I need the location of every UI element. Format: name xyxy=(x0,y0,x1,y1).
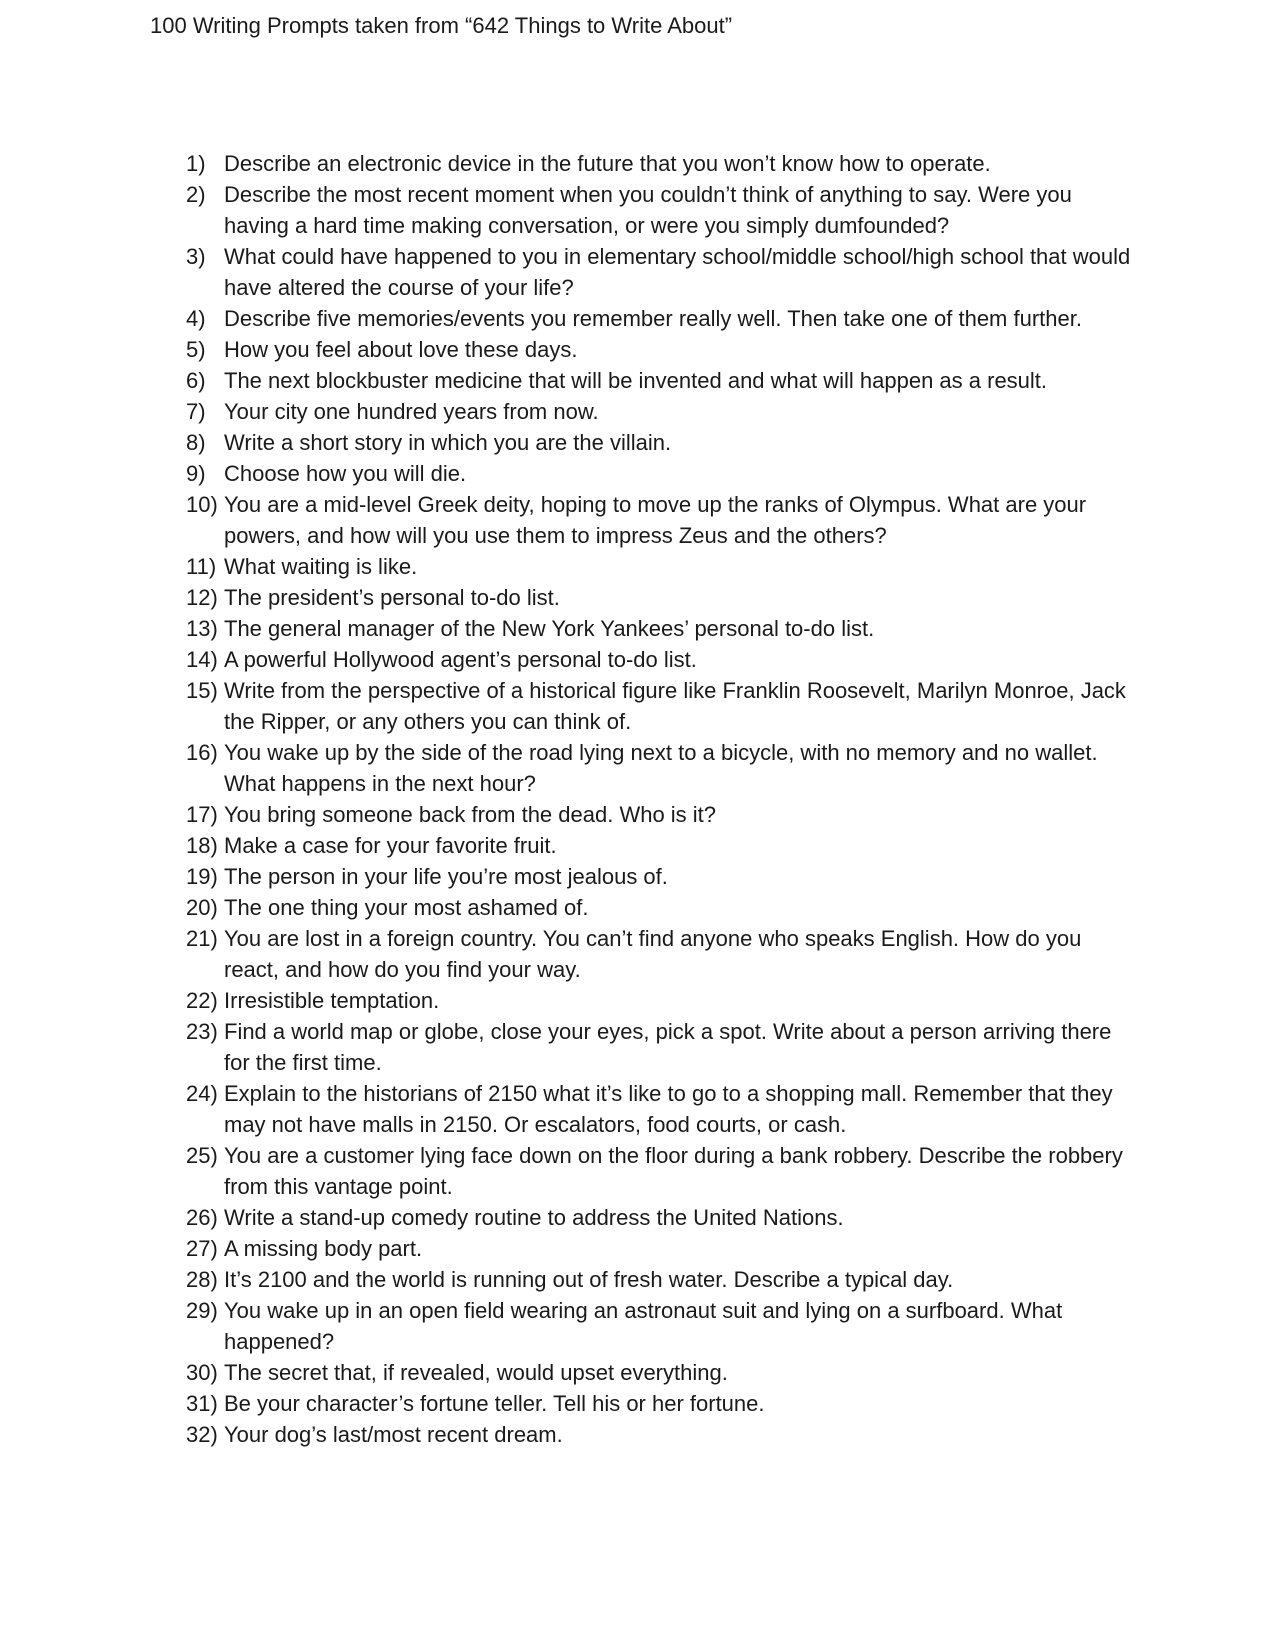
prompt-text: Choose how you will die. xyxy=(224,461,467,486)
prompt-item xyxy=(186,1140,1136,1202)
prompt-text: You bring someone back from the dead. Who is it? xyxy=(224,802,717,827)
prompt-text: Write from the perspective of a historical figure like Franklin Roosevelt, Marilyn Monroe, Jack the Ripper, or any others you can think of. xyxy=(224,678,1126,734)
prompt-text: The next blockbuster medicine that will be invented and what will happen as a result. xyxy=(224,368,1048,393)
prompt-item xyxy=(186,458,1136,489)
prompt-number: 7) xyxy=(186,399,206,424)
prompt-item xyxy=(186,582,1136,613)
prompt-item xyxy=(186,985,1136,1016)
prompt-item xyxy=(186,241,1136,303)
prompt-text: How you feel about love these days. xyxy=(224,337,578,362)
prompt-number: 21) xyxy=(186,926,218,951)
prompt-number: 28) xyxy=(186,1267,218,1292)
prompt-number: 6) xyxy=(186,368,206,393)
prompt-text: Describe an electronic device in the future that you won’t know how to operate. xyxy=(224,151,991,176)
prompt-item xyxy=(186,644,1136,675)
prompt-text: Be your character’s fortune teller. Tell his or her fortune. xyxy=(224,1391,765,1416)
prompt-text: The president’s personal to-do list. xyxy=(224,585,560,610)
prompt-item xyxy=(186,427,1136,458)
prompt-text: You are a customer lying face down on the floor during a bank robbery. Describe the robbery from this vantage point. xyxy=(224,1143,1123,1199)
prompt-number: 15) xyxy=(186,678,218,703)
prompt-number: 32) xyxy=(186,1422,218,1447)
prompt-item xyxy=(186,1202,1136,1233)
prompt-item xyxy=(186,1264,1136,1295)
prompt-item xyxy=(186,303,1136,334)
prompt-item xyxy=(186,1078,1136,1140)
prompt-item xyxy=(186,1357,1136,1388)
prompt-number: 14) xyxy=(186,647,218,672)
prompt-number: 22) xyxy=(186,988,218,1013)
prompt-item xyxy=(186,737,1136,799)
prompt-number: 29) xyxy=(186,1298,218,1323)
prompt-text: The general manager of the New York Yankees’ personal to-do list. xyxy=(224,616,875,641)
prompt-text: Your dog’s last/most recent dream. xyxy=(224,1422,563,1447)
prompt-number: 12) xyxy=(186,585,218,610)
prompt-text: You are lost in a foreign country. You can’t find anyone who speaks English. How do you react, and how do you find your way. xyxy=(224,926,1082,982)
prompt-item xyxy=(186,365,1136,396)
prompt-item xyxy=(186,1295,1136,1357)
prompt-number: 16) xyxy=(186,740,218,765)
prompt-item xyxy=(186,923,1136,985)
prompt-text: You wake up in an open field wearing an astronaut suit and lying on a surfboard. What happened? xyxy=(224,1298,1063,1354)
prompt-text: You wake up by the side of the road lying next to a bicycle, with no memory and no wallet. What happens in the next hour? xyxy=(224,740,1098,796)
prompt-item xyxy=(186,892,1136,923)
prompt-number: 13) xyxy=(186,616,218,641)
prompt-item xyxy=(186,799,1136,830)
prompt-text: Write a stand-up comedy routine to address the United Nations. xyxy=(224,1205,844,1230)
prompt-text: Make a case for your favorite fruit. xyxy=(224,833,557,858)
prompt-number: 9) xyxy=(186,461,206,486)
prompt-text: Describe the most recent moment when you couldn’t think of anything to say. Were you having a hard time making conversation, or were you simply dumfounded? xyxy=(224,182,1072,238)
prompt-item xyxy=(186,1233,1136,1264)
prompt-text: Explain to the historians of 2150 what it’s like to go to a shopping mall. Remember that they may not have malls in 2150. Or escalators, food courts, or cash. xyxy=(224,1081,1113,1137)
prompt-item xyxy=(186,830,1136,861)
prompt-number: 1) xyxy=(186,151,206,176)
prompt-item xyxy=(186,148,1136,179)
prompt-number: 10) xyxy=(186,492,218,517)
prompt-text: The one thing your most ashamed of. xyxy=(224,895,589,920)
prompt-text: Write a short story in which you are the villain. xyxy=(224,430,672,455)
prompt-number: 20) xyxy=(186,895,218,920)
prompt-number: 31) xyxy=(186,1391,218,1416)
document-title: 100 Writing Prompts taken from “642 Things to Write About” xyxy=(150,13,733,38)
prompt-text: Describe five memories/events you remember really well. Then take one of them further. xyxy=(224,306,1082,331)
prompt-number: 3) xyxy=(186,244,206,269)
prompt-text: The secret that, if revealed, would upset everything. xyxy=(224,1360,728,1385)
prompt-number: 4) xyxy=(186,306,206,331)
prompt-number: 25) xyxy=(186,1143,218,1168)
prompt-number: 2) xyxy=(186,182,206,207)
prompt-text: You are a mid-level Greek deity, hoping to move up the ranks of Olympus. What are your powers, and how will you use them to impress Zeus and the others? xyxy=(224,492,1087,548)
prompt-number: 24) xyxy=(186,1081,218,1106)
prompt-text: Your city one hundred years from now. xyxy=(224,399,599,424)
prompt-number: 19) xyxy=(186,864,218,889)
prompt-text: A powerful Hollywood agent’s personal to-do list. xyxy=(224,647,697,672)
prompt-number: 5) xyxy=(186,337,206,362)
prompt-item xyxy=(186,396,1136,427)
prompt-item xyxy=(186,551,1136,582)
prompt-list xyxy=(186,148,1136,1450)
prompt-number: 30) xyxy=(186,1360,218,1385)
prompt-item xyxy=(186,179,1136,241)
prompt-item xyxy=(186,613,1136,644)
prompt-text: It’s 2100 and the world is running out of fresh water. Describe a typical day. xyxy=(224,1267,954,1292)
prompt-text: What could have happened to you in elementary school/middle school/high school that would have altered the course of your life? xyxy=(224,244,1131,300)
prompt-number: 23) xyxy=(186,1019,218,1044)
prompt-number: 8) xyxy=(186,430,206,455)
prompt-text: Irresistible temptation. xyxy=(224,988,440,1013)
prompt-number: 17) xyxy=(186,802,218,827)
prompt-item xyxy=(186,1419,1136,1450)
prompt-text: Find a world map or globe, close your eyes, pick a spot. Write about a person arriving there for the first time. xyxy=(224,1019,1112,1075)
prompt-number: 18) xyxy=(186,833,218,858)
prompt-item xyxy=(186,861,1136,892)
prompt-text: A missing body part. xyxy=(224,1236,423,1261)
prompt-item xyxy=(186,675,1136,737)
prompt-item xyxy=(186,1388,1136,1419)
prompt-text: The person in your life you’re most jealous of. xyxy=(224,864,668,889)
prompt-item xyxy=(186,1016,1136,1078)
prompt-number: 27) xyxy=(186,1236,218,1261)
prompt-number: 11) xyxy=(186,554,217,579)
prompt-item xyxy=(186,334,1136,365)
prompt-item xyxy=(186,489,1136,551)
prompt-number: 26) xyxy=(186,1205,218,1230)
prompt-text: What waiting is like. xyxy=(224,554,418,579)
